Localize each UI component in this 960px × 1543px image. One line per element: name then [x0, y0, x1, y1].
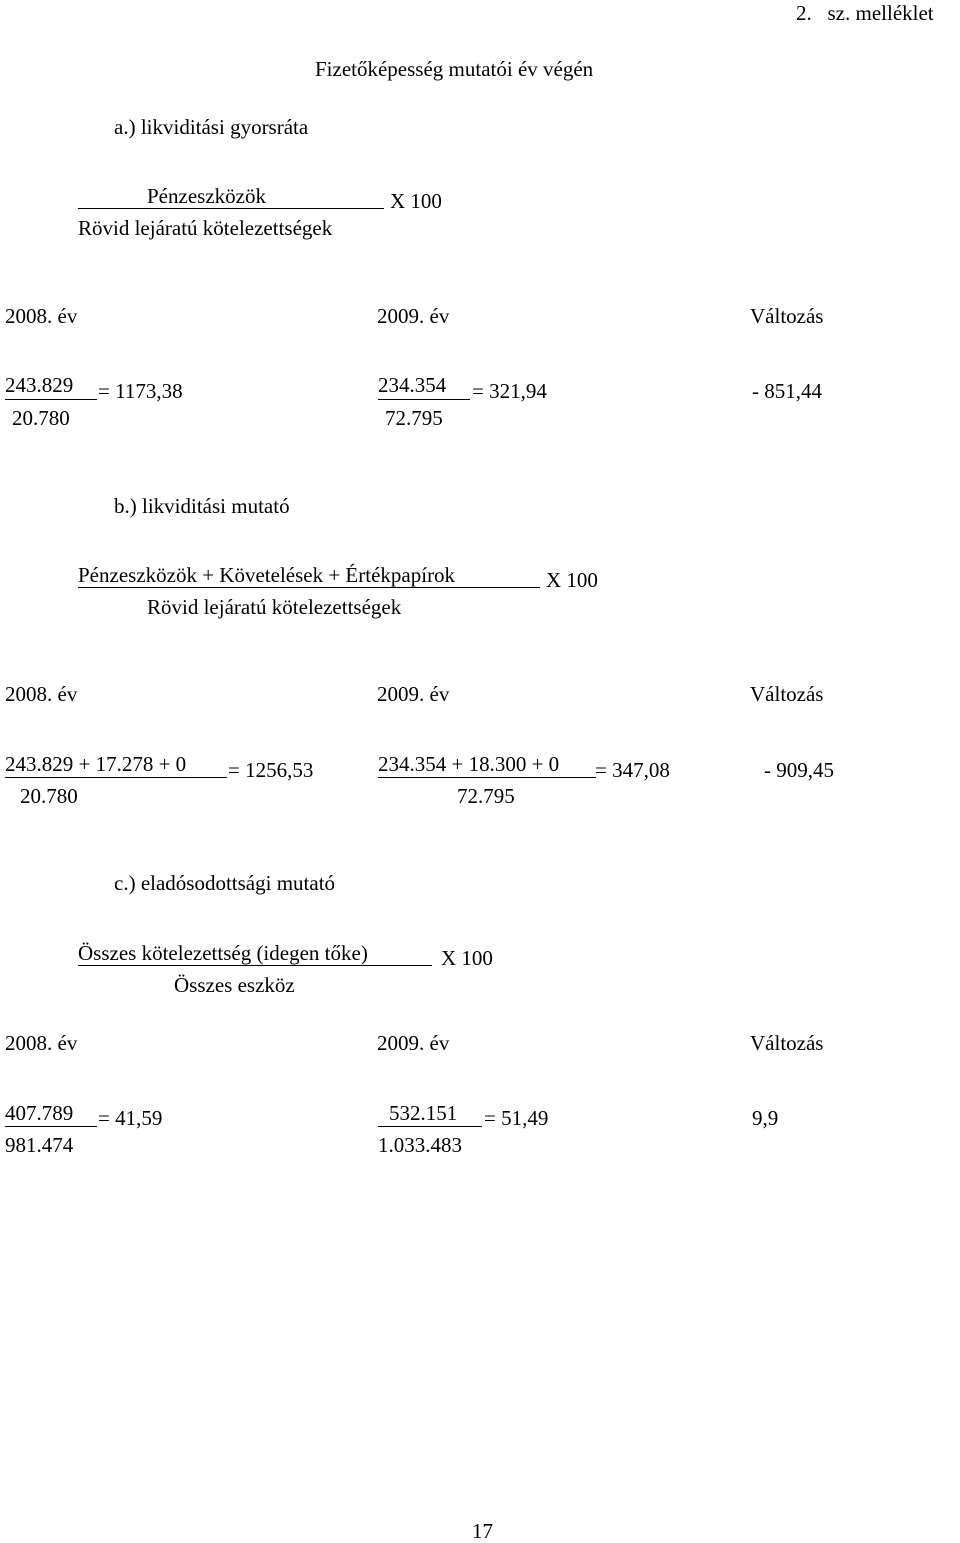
b-2009-denominator: 72.795	[457, 784, 515, 808]
b-2008-denominator: 20.780	[20, 784, 78, 808]
section-b-heading: b.) likviditási mutató	[114, 494, 290, 518]
c-2009-denominator: 1.033.483	[378, 1133, 462, 1157]
a-2008-fraction-bar	[5, 399, 97, 400]
annex-label: 2. sz. melléklet	[796, 1, 934, 25]
formula-a-numerator: Pénzeszközök	[147, 184, 266, 208]
b-2009-fraction-bar	[378, 777, 596, 778]
b-2009-result: = 347,08	[595, 758, 670, 782]
c-change-value: 9,9	[752, 1106, 779, 1130]
c-2008-denominator: 981.474	[5, 1133, 74, 1157]
formula-b-numerator: Pénzeszközök + Követelések + Értékpapírok	[78, 563, 456, 587]
c-2009-numerator: 532.151	[389, 1101, 458, 1125]
formula-b-fraction-bar	[78, 587, 540, 588]
column-2008-a: 2008. év	[5, 304, 78, 328]
c-2009-fraction-bar	[378, 1126, 482, 1127]
page-number: 17	[472, 1519, 493, 1543]
b-change-value: - 909,45	[764, 758, 834, 782]
section-c-heading: c.) eladósodottsági mutató	[114, 871, 336, 895]
formula-b-multiplier: X 100	[546, 568, 598, 592]
page-title: Fizetőképesség mutatói év végén	[315, 57, 594, 81]
a-2008-numerator: 243.829	[5, 373, 74, 397]
b-2008-fraction-bar	[5, 777, 227, 778]
column-2008-c: 2008. év	[5, 1031, 78, 1055]
a-2009-denominator: 72.795	[385, 406, 443, 430]
a-change-value: - 851,44	[752, 379, 822, 403]
formula-a-fraction-bar	[78, 208, 384, 209]
c-2009-result: = 51,49	[484, 1106, 549, 1130]
column-change-c: Változás	[750, 1031, 824, 1055]
column-2008-b: 2008. év	[5, 682, 78, 706]
column-change-a: Változás	[750, 304, 824, 328]
a-2009-result: = 321,94	[472, 379, 547, 403]
section-a-heading: a.) likviditási gyorsráta	[114, 115, 309, 139]
formula-a-denominator: Rövid lejáratú kötelezettségek	[78, 216, 333, 240]
a-2009-numerator: 234.354	[378, 373, 447, 397]
column-2009-c: 2009. év	[377, 1031, 450, 1055]
formula-c-multiplier: X 100	[441, 946, 493, 970]
b-2008-result: = 1256,53	[228, 758, 314, 782]
a-2009-fraction-bar	[378, 399, 470, 400]
formula-c-numerator: Összes kötelezettség (idegen tőke)	[78, 941, 368, 965]
formula-c-denominator: Összes eszköz	[174, 973, 295, 997]
a-2008-denominator: 20.780	[12, 406, 70, 430]
c-2008-result: = 41,59	[98, 1106, 163, 1130]
c-2008-fraction-bar	[5, 1126, 97, 1127]
b-2008-numerator: 243.829 + 17.278 + 0	[5, 752, 187, 776]
formula-b-denominator: Rövid lejáratú kötelezettségek	[147, 595, 402, 619]
b-2009-numerator: 234.354 + 18.300 + 0	[378, 752, 560, 776]
formula-c-fraction-bar	[78, 965, 432, 966]
column-2009-b: 2009. év	[377, 682, 450, 706]
a-2008-result: = 1173,38	[98, 379, 183, 403]
column-2009-a: 2009. év	[377, 304, 450, 328]
column-change-b: Változás	[750, 682, 824, 706]
formula-a-multiplier: X 100	[390, 189, 442, 213]
c-2008-numerator: 407.789	[5, 1101, 74, 1125]
